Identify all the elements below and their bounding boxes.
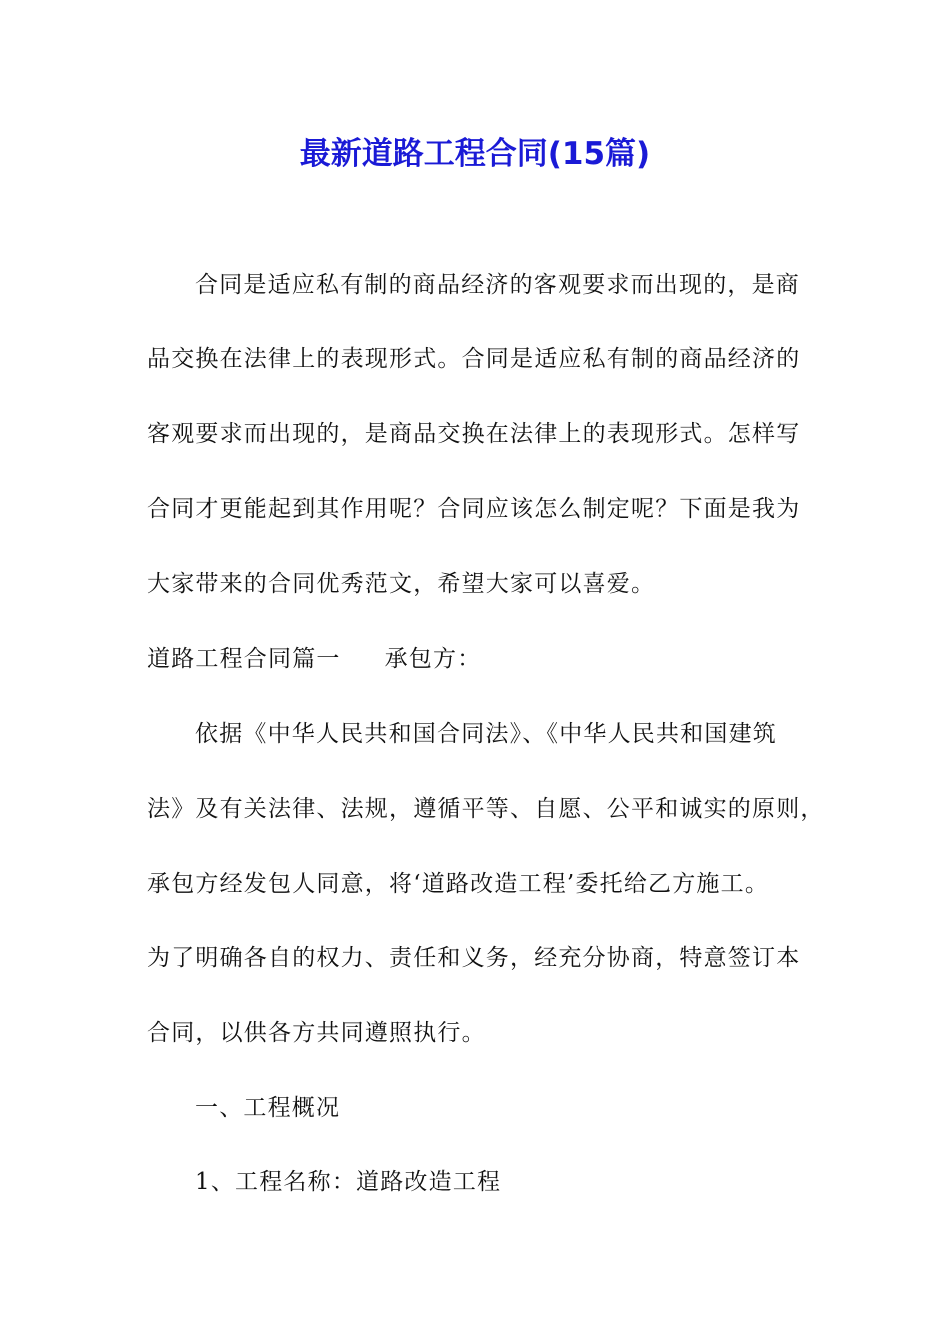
section-heading-row: [147, 644, 481, 674]
section-heading: 道路工程合同篇一: [147, 646, 341, 672]
body-line: 依据《中华人民共和国合同法》、《中华人民共和国建筑: [195, 721, 777, 747]
body-line: 为了明确各自的权力、责任和义务，经充分协商，特意签订本: [147, 945, 801, 971]
intro-line: 合同是适应私有制的商品经济的客观要求而出现的，是商: [195, 272, 800, 298]
contractor-label: 承包方：: [384, 646, 482, 672]
item-project-name: 1、工程名称：道路改造工程: [195, 1169, 502, 1195]
document-title: 最新道路工程合同(15篇): [299, 136, 651, 172]
body-line: 法》及有关法律、法规，遵循平等、自愿、公平和诚实的原则，: [147, 796, 825, 822]
intro-line: 合同才更能起到其作用呢？合同应该怎么制定呢？下面是我为: [147, 496, 801, 522]
body-line: 合同，以供各方共同遵照执行。: [147, 1020, 486, 1046]
intro-line: 客观要求而出现的，是商品交换在法律上的表现形式。怎样写: [147, 421, 801, 447]
intro-line: 大家带来的合同优秀范文，希望大家可以喜爱。: [147, 571, 656, 597]
item-heading: 一、工程概况: [195, 1095, 341, 1121]
intro-line: 品交换在法律上的表现形式。合同是适应私有制的商品经济的: [147, 346, 801, 372]
body-line: 承包方经发包人同意，将‘道路改造工程’委托给乙方施工。: [147, 871, 770, 897]
